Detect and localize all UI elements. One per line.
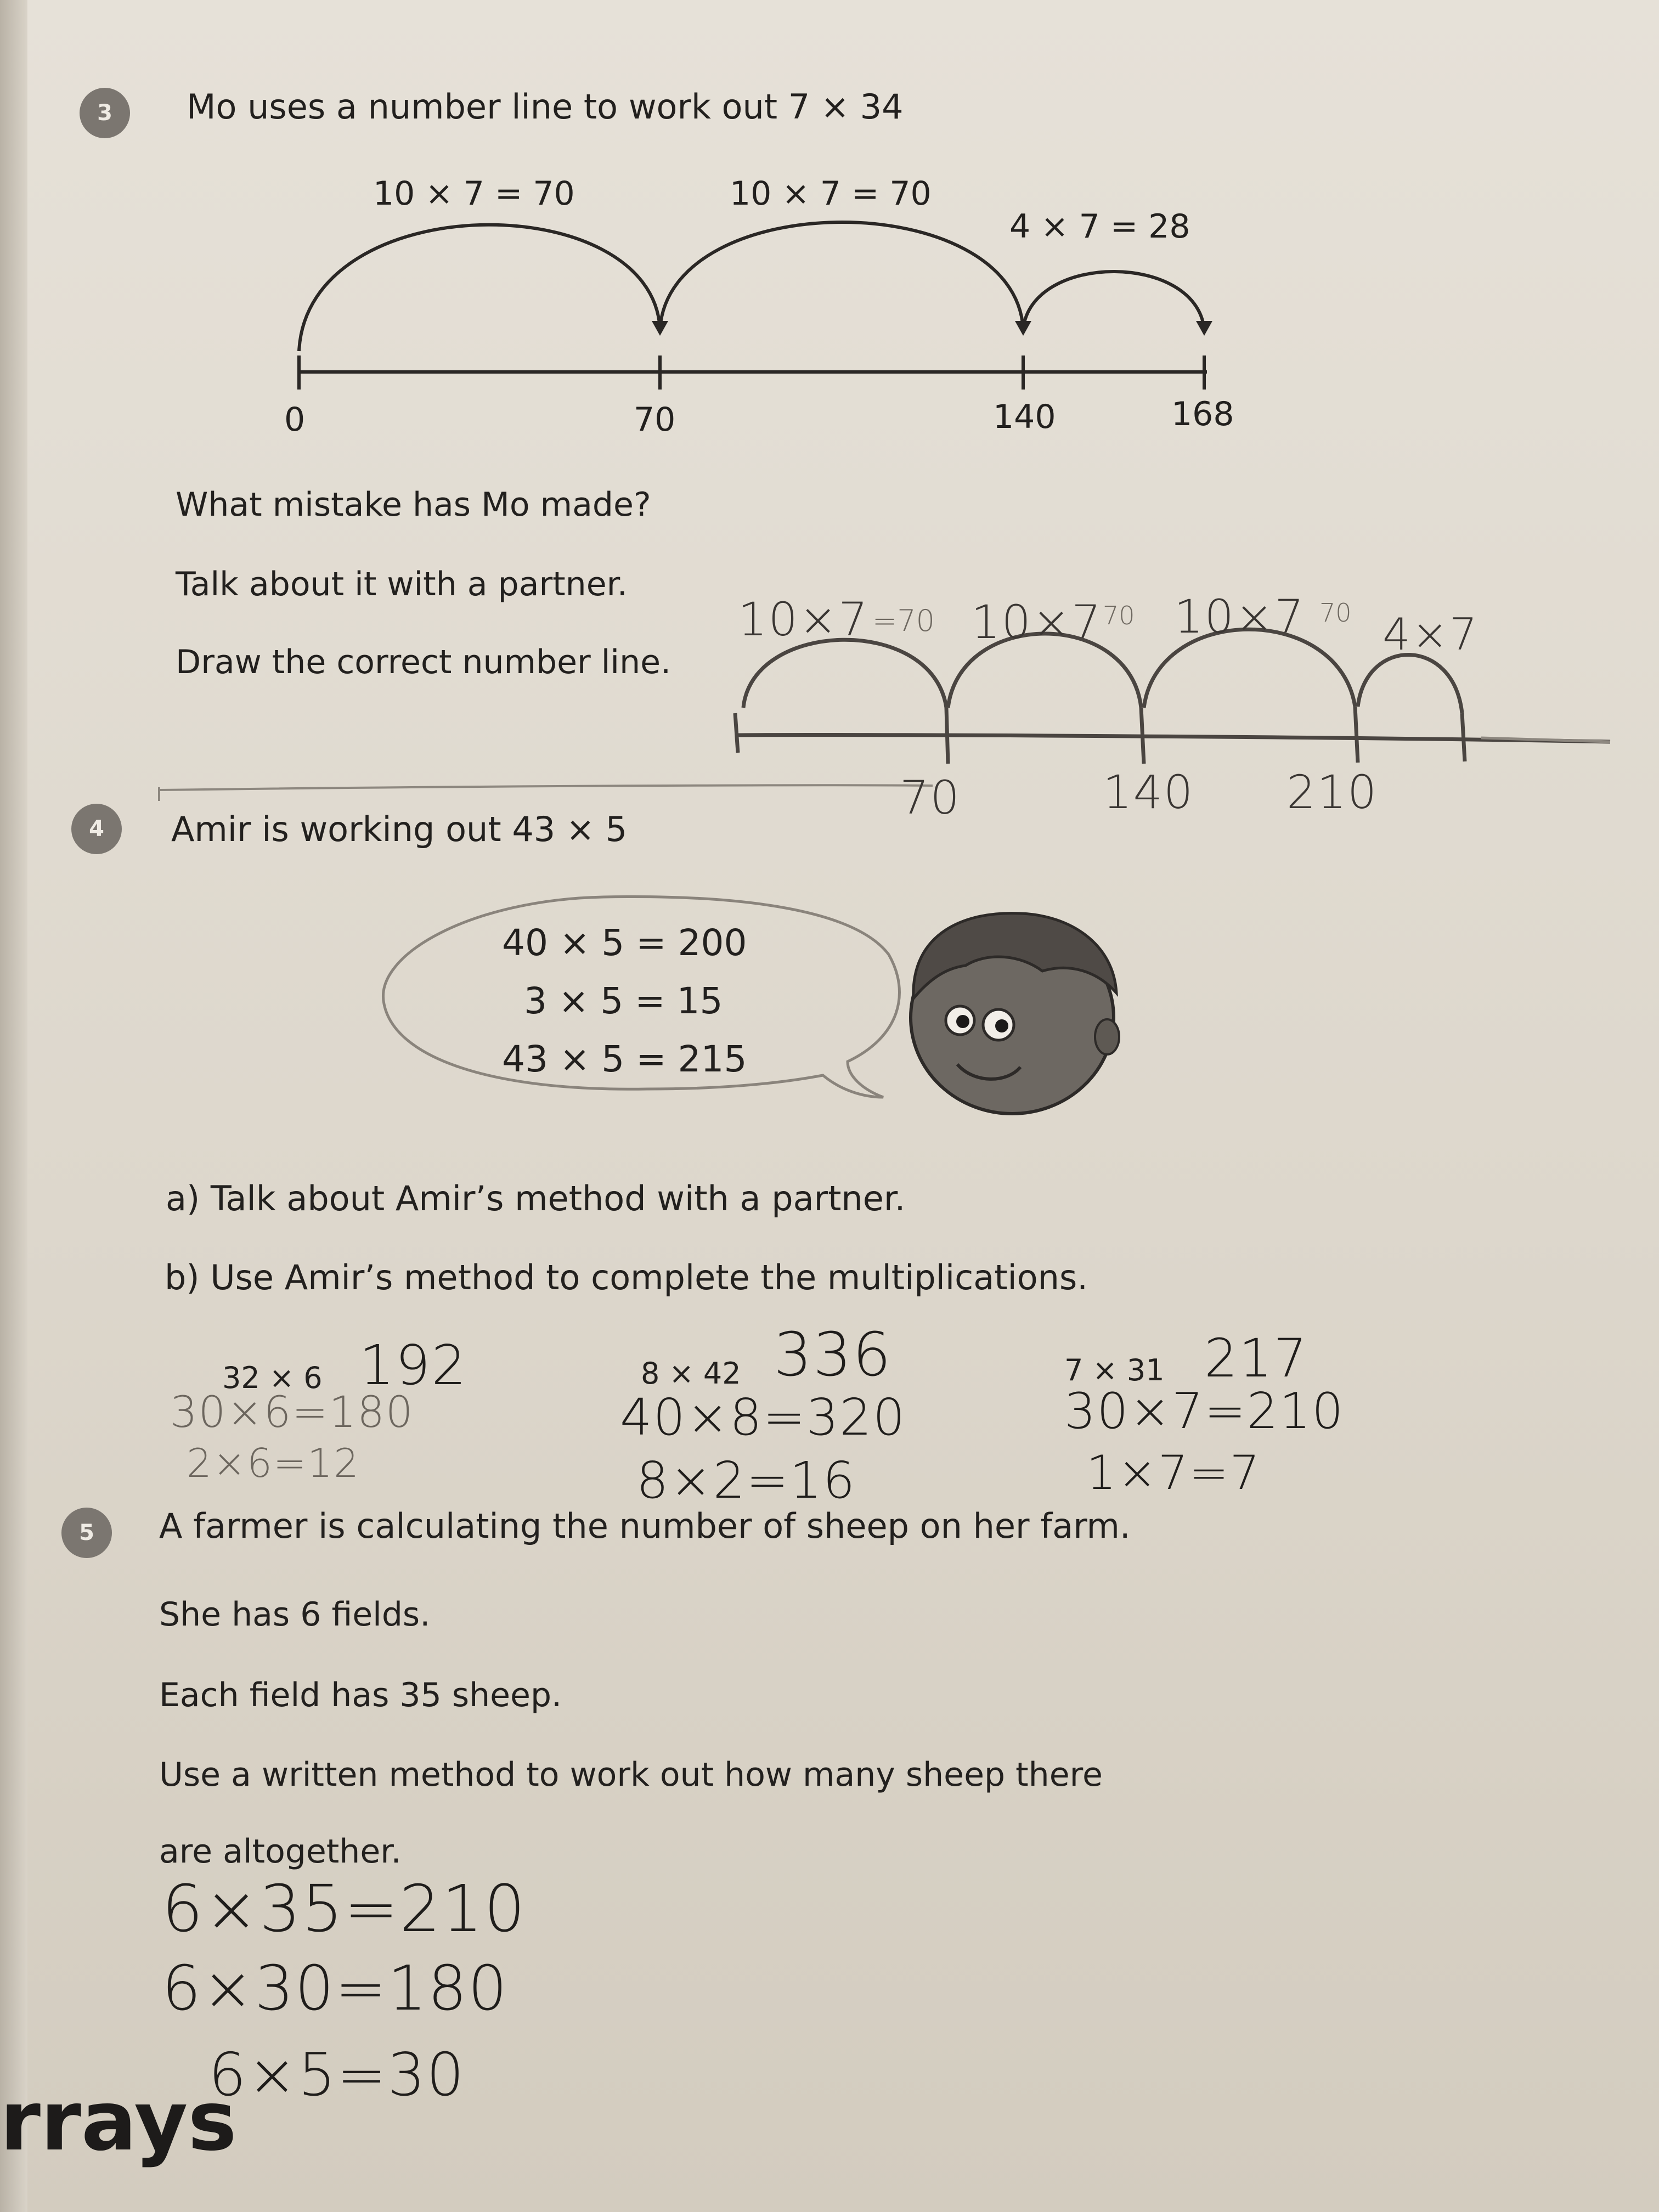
part-a: a) Talk about Amir’s method with a partner.	[166, 1178, 906, 1218]
student-pencil-1: =70	[872, 603, 935, 638]
question-4-number: 4	[71, 804, 122, 854]
question-4-prompt: Amir is working out 43 × 5	[171, 809, 628, 849]
problem-3-work-2: 1×7=7	[1086, 1446, 1261, 1500]
jump-label-2: 10 × 7 = 70	[730, 174, 932, 213]
tick-label-0: 0	[284, 400, 306, 439]
question-5-number: 5	[61, 1508, 112, 1558]
problem-3-label: 7 × 31	[1064, 1353, 1165, 1387]
student-pencil-3: 70	[1319, 598, 1352, 628]
problem-2-answer: 336	[774, 1319, 892, 1390]
problem-1-label: 32 × 6	[222, 1361, 323, 1395]
bubble-line-3: 43 × 5 = 215	[502, 1038, 747, 1080]
jump-label-1: 10 × 7 = 70	[373, 174, 575, 213]
question-3-mistake: What mistake has Mo made?	[176, 486, 651, 524]
problem-3-work-1: 30×7=210	[1064, 1383, 1345, 1440]
student-jump-3: 10×7	[1174, 590, 1305, 644]
tick-label-70: 70	[634, 400, 676, 439]
question-3-talk: Talk about it with a partner.	[176, 565, 628, 603]
student-tick-210: 210	[1286, 765, 1378, 819]
question-5-line-2: She has 6 fields.	[159, 1595, 431, 1634]
bubble-line-1: 40 × 5 = 200	[502, 922, 747, 964]
student-tick-70: 70	[900, 771, 961, 825]
problem-1-answer: 192	[359, 1333, 467, 1397]
problem-1-work-2: 2×6=12	[187, 1440, 360, 1486]
jump-label-3: 4 × 7 = 28	[1009, 207, 1190, 246]
question-3-draw: Draw the correct number line.	[176, 643, 672, 681]
student-jump-1: 10×7	[738, 592, 869, 646]
question-5-line-4: Use a written method to work out how many sheep there	[159, 1756, 1103, 1794]
problem-1-work-1: 30×6=180	[170, 1388, 414, 1437]
tick-label-140: 140	[993, 398, 1056, 436]
student-jump-4: 4×7	[1383, 609, 1479, 660]
problem-2-work-1: 40×8=320	[620, 1388, 906, 1447]
student-tick-140: 140	[1103, 765, 1194, 819]
question-5-work-2: 6×30=180	[162, 1953, 509, 2024]
student-pencil-2: 70	[1103, 601, 1135, 630]
problem-3-answer: 217	[1204, 1328, 1308, 1389]
tick-label-168: 168	[1171, 395, 1234, 433]
question-5-line-5: are altogether.	[159, 1832, 402, 1871]
student-jump-2: 10×7	[971, 595, 1102, 649]
problem-2-label: 8 × 42	[641, 1356, 741, 1391]
question-5-work-1: 6×35=210	[162, 1871, 527, 1946]
question-3-number: 3	[80, 88, 130, 138]
question-5-work-3: 6×5=30	[208, 2041, 465, 2109]
footer-fragment: rrays	[0, 2074, 237, 2169]
question-3-prompt: Mo uses a number line to work out 7 × 34	[187, 87, 904, 127]
question-5-line-3: Each field has 35 sheep.	[159, 1676, 562, 1714]
question-5-line-1: A farmer is calculating the number of sheep on her farm.	[159, 1506, 1131, 1546]
part-b: b) Use Amir’s method to complete the multiplications.	[165, 1257, 1088, 1297]
bubble-line-2: 3 × 5 = 15	[524, 980, 723, 1022]
problem-2-work-2: 8×2=16	[636, 1451, 856, 1510]
